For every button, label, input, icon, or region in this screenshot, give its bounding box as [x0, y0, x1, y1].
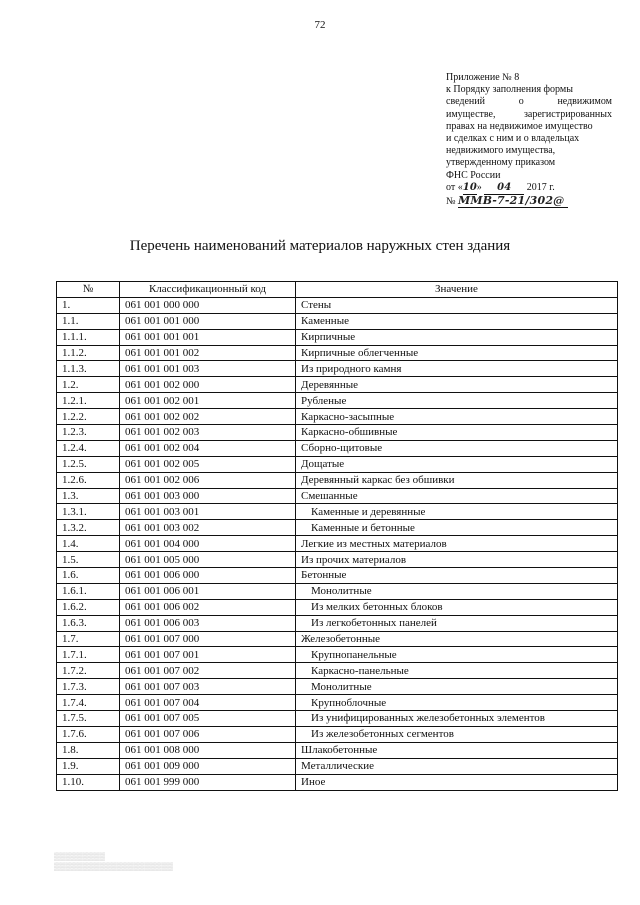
row-number: 1.2.: [57, 377, 120, 393]
row-code: 061 001 001 003: [120, 361, 296, 377]
table-row: [57, 425, 618, 441]
row-value: Монолитные: [296, 679, 618, 695]
row-number: 1.4.: [57, 536, 120, 552]
row-code: 061 001 000 000: [120, 297, 296, 313]
table-row: [57, 345, 618, 361]
row-number: 1.2.5.: [57, 456, 120, 472]
row-value: Деревянный каркас без обшивки: [296, 472, 618, 488]
row-code: 061 001 003 000: [120, 488, 296, 504]
row-code: 061 001 005 000: [120, 552, 296, 568]
row-number: 1.3.1.: [57, 504, 120, 520]
row-value: Каменные: [296, 313, 618, 329]
row-code: 061 001 006 001: [120, 583, 296, 599]
row-value: Бетонные: [296, 568, 618, 584]
table-row: [57, 504, 618, 520]
header-code: Классификационный код: [120, 282, 296, 298]
row-number: 1.7.: [57, 631, 120, 647]
appendix-line: утвержденному приказом: [446, 157, 556, 169]
table-row: [57, 568, 618, 584]
row-value: Деревянные: [296, 377, 618, 393]
row-value: Иное: [296, 774, 618, 790]
row-number: 1.3.2.: [57, 520, 120, 536]
row-code: 061 001 001 001: [120, 329, 296, 345]
row-code: 061 001 006 002: [120, 599, 296, 615]
row-code: 061 001 001 002: [120, 345, 296, 361]
appendix-line: правах на недвижимое имущество: [446, 120, 593, 132]
row-code: 061 001 001 000: [120, 313, 296, 329]
table-row: [57, 520, 618, 536]
number-prefix: №: [446, 196, 456, 208]
date-prefix: от «: [446, 181, 463, 193]
row-value: Из легкобетонных панелей: [296, 615, 618, 631]
row-value: Из железобетонных сегментов: [296, 726, 618, 742]
row-code: 061 001 007 005: [120, 711, 296, 727]
table-row: [57, 679, 618, 695]
page-number: 72: [314, 19, 326, 31]
table-row: [57, 631, 618, 647]
scan-watermark-image: ▒▒▒▒▒▒▒▒▒ ▒▒▒▒▒▒▒▒▒▒▒▒▒▒▒▒▒▒▒▒▒: [54, 852, 174, 871]
row-number: 1.1.2.: [57, 345, 120, 361]
row-number: 1.2.6.: [57, 472, 120, 488]
row-number: 1.1.3.: [57, 361, 120, 377]
row-value: Из унифицированных железобетонных элементов: [296, 711, 618, 727]
table-row: [57, 774, 618, 790]
row-value: Каркасно-обшивные: [296, 425, 618, 441]
row-number: 1.8.: [57, 742, 120, 758]
row-code: 061 001 999 000: [120, 774, 296, 790]
appendix-word: сведений: [446, 96, 485, 108]
header-value: Значение: [296, 282, 618, 298]
date-day: 10: [463, 182, 477, 195]
row-code: 061 001 008 000: [120, 742, 296, 758]
order-number: ММВ-7-21/302@: [458, 195, 568, 208]
row-number: 1.7.6.: [57, 726, 120, 742]
appendix-line: недвижимого имущества,: [446, 145, 556, 157]
row-value: Кирпичные облегченные: [296, 345, 618, 361]
row-number: 1.1.1.: [57, 329, 120, 345]
row-value: Крупноблочные: [296, 695, 618, 711]
table-row: [57, 726, 618, 742]
document-title: Перечень наименований материалов наружных стен здания: [129, 238, 511, 254]
row-value: Из природного камня: [296, 361, 618, 377]
table-row: [57, 361, 618, 377]
order-number-line: [446, 195, 612, 208]
row-number: 1.10.: [57, 774, 120, 790]
table-row: [57, 456, 618, 472]
row-value: Рубленые: [296, 393, 618, 409]
row-value: Из мелких бетонных блоков: [296, 599, 618, 615]
row-number: 1.6.3.: [57, 615, 120, 631]
table-row: [57, 488, 618, 504]
appendix-word: имуществе,: [446, 108, 496, 120]
table-row: [57, 583, 618, 599]
row-code: 061 001 007 003: [120, 679, 296, 695]
appendix-word: о: [518, 96, 524, 108]
row-code: 061 001 006 000: [120, 568, 296, 584]
row-value: Монолитные: [296, 583, 618, 599]
table-row: [57, 615, 618, 631]
row-number: 1.2.1.: [57, 393, 120, 409]
table-row: [57, 472, 618, 488]
row-value: Кирпичные: [296, 329, 618, 345]
row-code: 061 001 007 001: [120, 647, 296, 663]
table-row: [57, 663, 618, 679]
row-value: Шлакобетонные: [296, 742, 618, 758]
appendix-line: [446, 96, 612, 108]
row-value: Стены: [296, 297, 618, 313]
table-row: [57, 695, 618, 711]
header-number: №: [57, 282, 120, 298]
row-code: 061 001 009 000: [120, 758, 296, 774]
row-code: 061 001 002 000: [120, 377, 296, 393]
row-number: 1.6.1.: [57, 583, 120, 599]
table-row: [57, 758, 618, 774]
appendix-line: к Порядку заполнения формы: [446, 84, 573, 96]
row-value: Крупнопанельные: [296, 647, 618, 663]
row-code: 061 001 007 006: [120, 726, 296, 742]
row-value: Смешанные: [296, 488, 618, 504]
table-row: [57, 329, 618, 345]
table-row: [57, 393, 618, 409]
table-row: [57, 552, 618, 568]
row-value: Каркасно-засыпные: [296, 409, 618, 425]
appendix-line: Приложение № 8: [446, 72, 520, 83]
row-value: Железобетонные: [296, 631, 618, 647]
appendix-line: ФНС России: [446, 169, 501, 181]
row-value: Легкие из местных материалов: [296, 536, 618, 552]
table-row: [57, 313, 618, 329]
appendix-word: недвижимом: [557, 96, 612, 108]
row-value: Каркасно-панельные: [296, 663, 618, 679]
row-number: 1.1.: [57, 313, 120, 329]
row-code: 061 001 007 000: [120, 631, 296, 647]
row-number: 1.2.2.: [57, 409, 120, 425]
row-number: 1.3.: [57, 488, 120, 504]
row-value: Каменные и бетонные: [296, 520, 618, 536]
row-number: 1.7.1.: [57, 647, 120, 663]
row-code: 061 001 002 001: [120, 393, 296, 409]
row-code: 061 001 002 002: [120, 409, 296, 425]
table-row: [57, 377, 618, 393]
row-code: 061 001 002 003: [120, 425, 296, 441]
date-month: 04: [484, 182, 524, 195]
row-number: 1.6.: [57, 568, 120, 584]
row-number: 1.2.3.: [57, 425, 120, 441]
appendix-header: [446, 72, 612, 208]
table-row: [57, 409, 618, 425]
row-code: 061 001 002 005: [120, 456, 296, 472]
row-number: 1.2.4.: [57, 440, 120, 456]
row-number: 1.: [57, 297, 120, 313]
row-code: 061 001 002 004: [120, 440, 296, 456]
row-value: Металлические: [296, 758, 618, 774]
materials-table: [56, 281, 618, 791]
row-code: 061 001 003 002: [120, 520, 296, 536]
row-number: 1.7.5.: [57, 711, 120, 727]
row-number: 1.6.2.: [57, 599, 120, 615]
row-code: 061 001 003 001: [120, 504, 296, 520]
row-value: Каменные и деревянные: [296, 504, 618, 520]
table-row: [57, 297, 618, 313]
appendix-word: зарегистрированных: [523, 108, 612, 120]
appendix-line: и сделках с ним и о владельцах: [446, 133, 580, 145]
appendix-line: [446, 109, 612, 121]
table-row: [57, 647, 618, 663]
table-header-row: [57, 282, 618, 298]
table-row: [57, 711, 618, 727]
row-number: 1.5.: [57, 552, 120, 568]
row-code: 061 001 004 000: [120, 536, 296, 552]
table-row: [57, 440, 618, 456]
table-row: [57, 599, 618, 615]
row-value: Дощатые: [296, 456, 618, 472]
row-code: 061 001 006 003: [120, 615, 296, 631]
row-value: Сборно-щитовые: [296, 440, 618, 456]
row-number: 1.7.2.: [57, 663, 120, 679]
table-row: [57, 742, 618, 758]
table-row: [57, 536, 618, 552]
row-code: 061 001 007 002: [120, 663, 296, 679]
row-number: 1.9.: [57, 758, 120, 774]
row-number: 1.7.4.: [57, 695, 120, 711]
row-code: 061 001 007 004: [120, 695, 296, 711]
date-mid: »: [476, 181, 482, 193]
row-code: 061 001 002 006: [120, 472, 296, 488]
table-body: [57, 297, 618, 790]
row-value: Из прочих материалов: [296, 552, 618, 568]
date-year: 2017 г.: [526, 181, 555, 193]
row-number: 1.7.3.: [57, 679, 120, 695]
